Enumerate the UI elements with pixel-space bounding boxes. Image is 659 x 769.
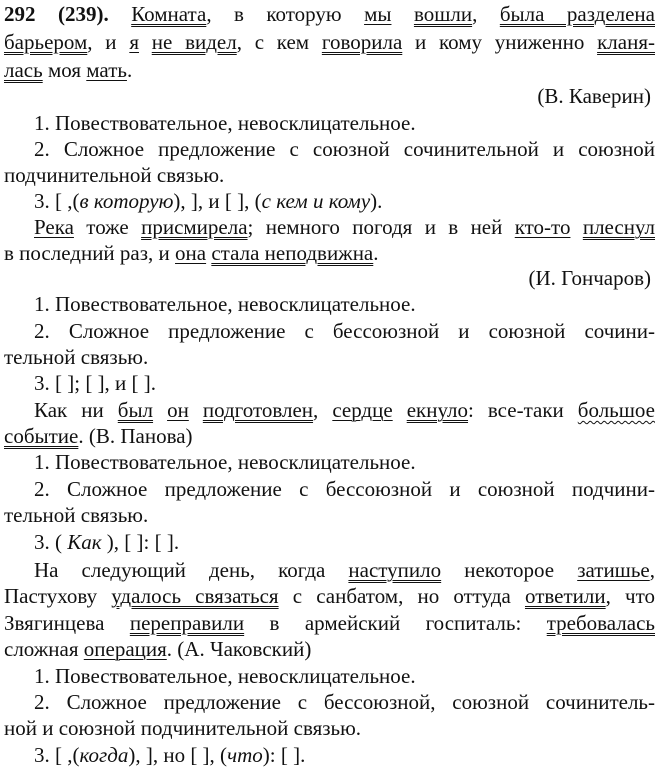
s4-analysis-2a: 2. Сложное предложение с бессоюзной, союзной сочинитель- xyxy=(34,690,655,714)
predicate-word: не видел xyxy=(151,30,237,54)
plain-text: , xyxy=(313,398,333,422)
s4-text-line-3 xyxy=(4,610,655,636)
predicate-word: стала неподвижна xyxy=(211,241,374,265)
predicate-word: барьером xyxy=(4,30,88,54)
predicate-word: екнуло xyxy=(406,398,469,422)
s1-text-line-2 xyxy=(4,29,655,55)
scheme-part: 3. [ ,( xyxy=(34,743,80,767)
predicate-word: была разделена xyxy=(499,2,655,26)
s3-analysis-2a: 2. Сложное предложение с бессоюзной и союзной подчини- xyxy=(34,477,655,501)
scheme-conjunction: Как xyxy=(67,530,102,554)
subject-word: сердце xyxy=(332,398,393,422)
s2-analysis-1: 1. Повествовательное, невосклицательное. xyxy=(34,292,416,316)
plain-text xyxy=(393,398,407,422)
plain-text: Звягинцева xyxy=(4,611,130,635)
plain-text: с санбатом, но оттуда xyxy=(278,584,525,608)
predicate-word: подготовлен xyxy=(202,398,314,422)
plain-text: ; немного погодя и в ней xyxy=(247,215,515,239)
s3-text-line-1 xyxy=(34,397,655,423)
plain-text xyxy=(391,2,413,26)
predicate-word: говорила xyxy=(321,30,403,54)
predicate-word: событие xyxy=(4,424,79,448)
plain-text xyxy=(189,398,203,422)
plain-text xyxy=(570,215,582,239)
subject-word: операция xyxy=(83,637,167,661)
plain-text: , с кем xyxy=(236,30,322,54)
s4-text-line-1 xyxy=(34,557,655,583)
scheme-part: ), ], и [ ], ( xyxy=(173,189,262,213)
subject-word: Река xyxy=(34,215,74,239)
s4-scheme xyxy=(34,742,305,768)
subject-word: затишье xyxy=(577,558,650,582)
plain-text: некоторое xyxy=(441,558,578,582)
predicate-word: удалось связаться xyxy=(111,584,279,608)
scheme-conjunction: кому xyxy=(328,189,371,213)
plain-text: . xyxy=(373,241,379,265)
predicate-word: наступило xyxy=(348,558,442,582)
subject-word: мать xyxy=(86,58,127,82)
subject-word: я xyxy=(129,30,139,54)
subject-word: кто-то xyxy=(514,215,571,239)
plain-text: моя xyxy=(42,58,87,82)
s3-analysis-2b: тельной связью. xyxy=(4,503,149,527)
scheme-part: 3. ( xyxy=(34,530,68,554)
plain-text: , xyxy=(472,2,500,26)
s2-text-line-1 xyxy=(34,214,655,240)
s3-scheme xyxy=(34,529,179,555)
plain-text: , и xyxy=(87,30,130,54)
predicate-word: требовалась xyxy=(546,611,655,635)
predicate-word: переправили xyxy=(129,611,245,635)
plain-text xyxy=(139,30,152,54)
predicate-word: кланя- xyxy=(597,30,655,54)
s1-text-line-3 xyxy=(4,57,132,83)
plain-text: Как ни xyxy=(34,398,118,422)
s1-scheme xyxy=(34,188,382,214)
subject-word: она xyxy=(175,241,207,265)
predicate-word: ответили xyxy=(524,584,606,608)
plain-text: в армейский госпиталь: xyxy=(244,611,547,635)
exercise-number: 292 (239). xyxy=(4,2,109,26)
s1-analysis-1: 1. Повествовательное, невосклицательное. xyxy=(34,111,416,135)
plain-text xyxy=(153,398,167,422)
plain-text: . (А. Чаковский) xyxy=(166,637,312,661)
s4-analysis-1: 1. Повествовательное, невосклицательное. xyxy=(34,664,416,688)
predicate-word: присмирела xyxy=(141,215,248,239)
scheme-conjunction: в которую xyxy=(79,189,174,213)
subject-word: он xyxy=(167,398,189,422)
scheme-conjunction: когда xyxy=(79,743,129,767)
predicate-word: был xyxy=(117,398,154,422)
s2-analysis-2b: тельной связью. xyxy=(4,345,149,369)
s2-author: (И. Гончаров) xyxy=(528,266,651,290)
subject-word: мы xyxy=(364,2,392,26)
plain-text: и кому униженно xyxy=(402,30,598,54)
plain-text: в последний раз, и xyxy=(4,241,176,265)
s3-analysis-1: 1. Повествовательное, невосклицательное. xyxy=(34,450,416,474)
predicate-word: лась xyxy=(4,58,43,82)
scheme-conjunction: что xyxy=(227,743,263,767)
plain-text: тоже xyxy=(73,215,142,239)
attribute-word: большое xyxy=(577,398,655,422)
scheme-part: ), [ ]: [ ]. xyxy=(101,530,180,554)
plain-text: Пастухову xyxy=(4,584,112,608)
scheme-part: ). xyxy=(370,189,383,213)
plain-text: На следующий день, когда xyxy=(34,558,349,582)
s4-analysis-2b: ной и союзной подчинительной связью. xyxy=(4,716,362,740)
plain-text: : все-таки xyxy=(468,398,578,422)
subject-word: Комната xyxy=(131,2,207,26)
plain-text: , что xyxy=(605,584,655,608)
s1-author: (В. Каверин) xyxy=(537,84,651,108)
s1-text-line-1 xyxy=(4,1,655,27)
plain-text: . xyxy=(126,58,133,82)
plain-text: , в которую xyxy=(206,2,365,26)
scheme-conjunction: с кем xyxy=(261,189,308,213)
plain-text: сложная xyxy=(4,637,84,661)
scheme-conjunction: и xyxy=(307,189,329,213)
plain-text: , xyxy=(649,558,655,582)
scheme-part: ), ], но [ ], ( xyxy=(128,743,228,767)
s2-scheme: 3. [ ]; [ ], и [ ]. xyxy=(34,371,157,395)
s4-text-line-2 xyxy=(4,583,655,609)
s4-text-line-4 xyxy=(4,636,311,662)
s2-analysis-2a: 2. Сложное предложение с бессоюзной и союзной сочини- xyxy=(34,319,655,343)
s1-analysis-2b: подчинительной связью. xyxy=(4,163,225,187)
scheme-part: ): [ ]. xyxy=(262,743,306,767)
s2-text-line-2 xyxy=(4,240,379,266)
scheme-part: 3. [ ,( xyxy=(34,189,80,213)
s1-analysis-2a: 2. Сложное предложение с союзной сочинительной и союзной xyxy=(34,137,655,161)
s3-text-line-2 xyxy=(4,423,193,449)
plain-text: . (В. Панова) xyxy=(78,424,193,448)
predicate-word: плеснул xyxy=(582,215,656,239)
predicate-word: вошли xyxy=(413,2,473,26)
